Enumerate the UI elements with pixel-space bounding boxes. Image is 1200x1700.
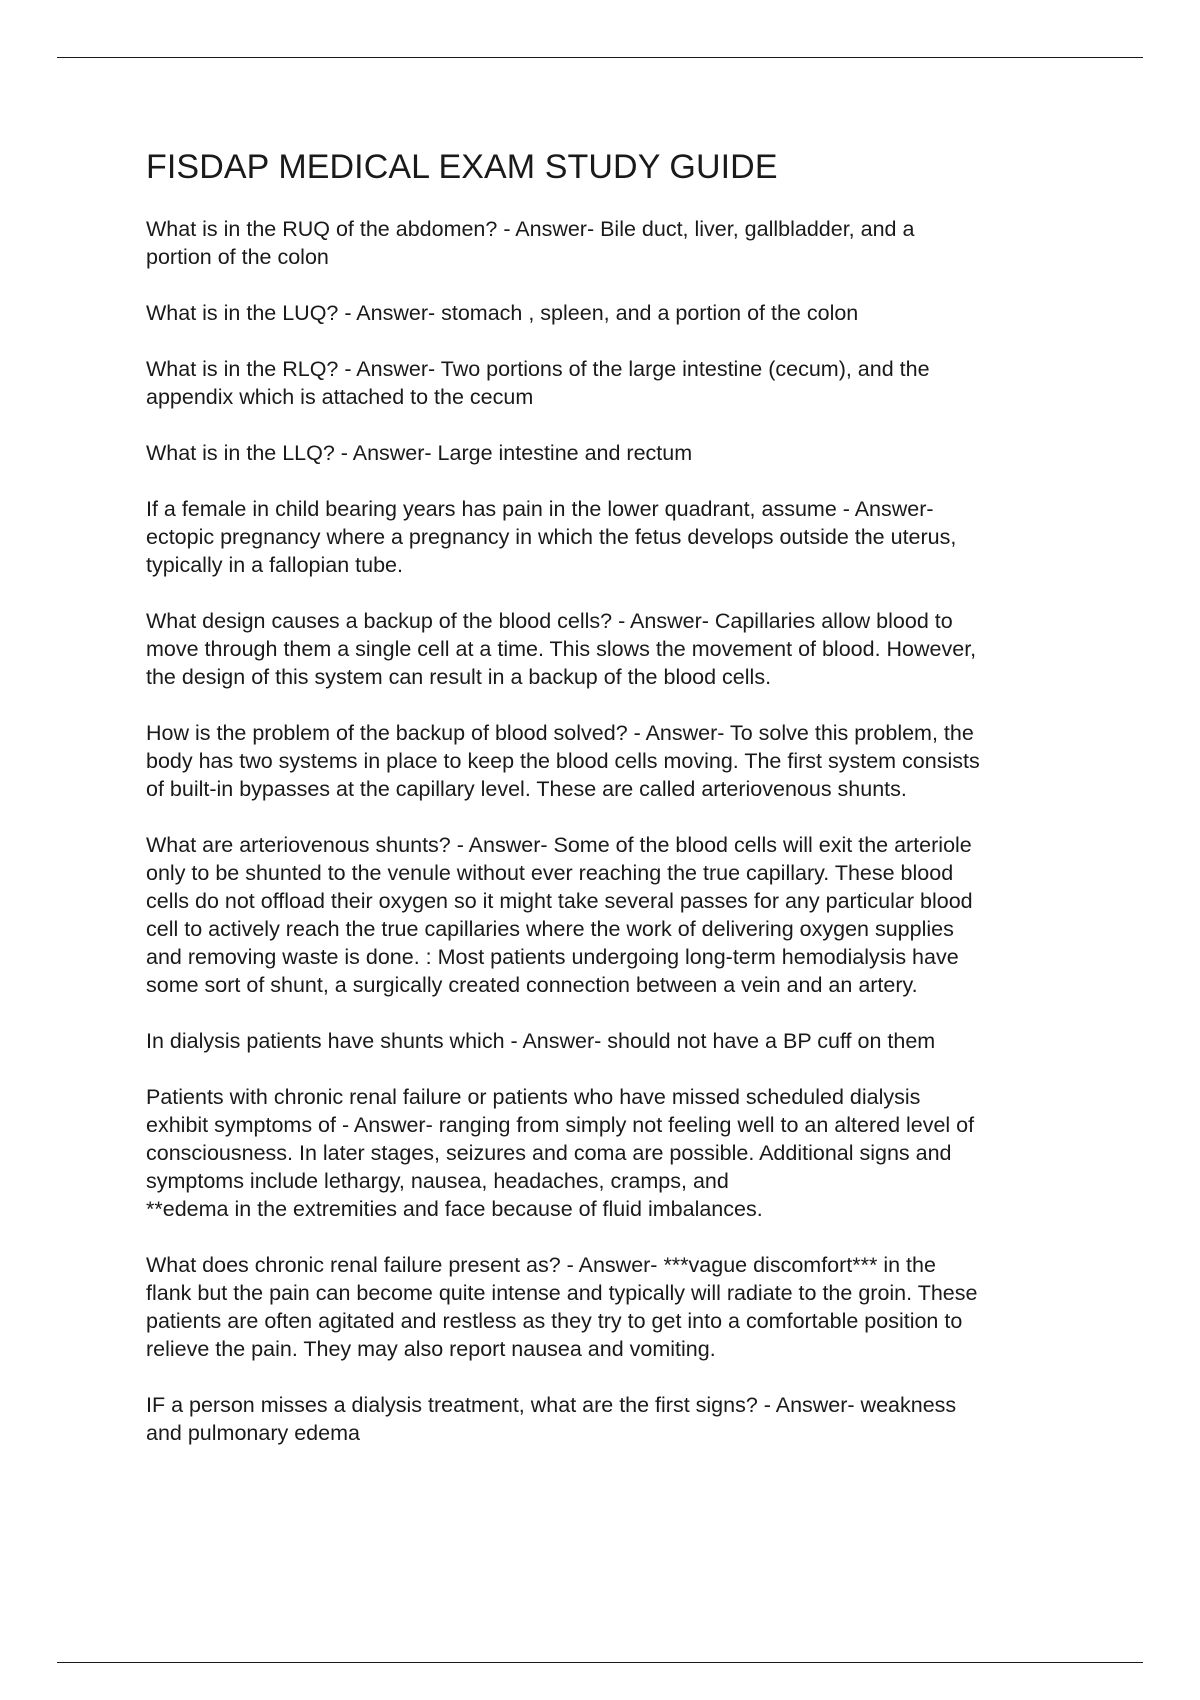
qa-entry-ruq: What is in the RUQ of the abdomen? - Answer- Bile duct, liver, gallbladder, and a portion of the colon (146, 217, 915, 269)
qa-entry-blood-backup-solution: How is the problem of the backup of blood solved? - Answer- To solve this problem, the body has two systems in place to keep the blood cells moving. The first system consists of built-in bypasses at the capillary level. These are called arteriovenous shunts. (146, 721, 980, 801)
qa-entry-dialysis-shunts: In dialysis patients have shunts which - Answer- should not have a BP cuff on them (146, 1029, 936, 1053)
document-body (146, 145, 1086, 1475)
top-rule (57, 57, 1143, 58)
qa-entry-missed-dialysis: IF a person misses a dialysis treatment, what are the first signs? - Answer- weakness and pulmonary edema (146, 1393, 957, 1445)
qa-entry-llq: What is in the LLQ? - Answer- Large intestine and rectum (146, 441, 693, 465)
document-title: FISDAP MEDICAL EXAM STUDY GUIDE (146, 148, 778, 186)
qa-entry-rlq: What is in the RLQ? - Answer- Two portions of the large intestine (cecum), and the appendix which is attached to the cecum (146, 357, 930, 409)
qa-entry-ectopic-pregnancy: If a female in child bearing years has pain in the lower quadrant, assume - Answer- ectopic pregnancy where a pregnancy in which the fetus develops outside the uterus, typically in a fallopian tube. (146, 497, 957, 577)
bottom-rule (57, 1662, 1143, 1663)
qa-entry-arteriovenous-shunts: What are arteriovenous shunts? - Answer- Some of the blood cells will exit the arteriole only to be shunted to the venule without ever reaching the true capillary. These blood cells do not offload their oxygen so it might take several passes for any particular blood cell to actively reach the true capillaries where the work of delivering oxygen supplies and removing waste is done. : Most patients undergoing long-term hemodialysis have some sort of shunt, a surgically created connection between a vein and an artery. (146, 833, 973, 997)
qa-entry-renal-failure-symptoms: Patients with chronic renal failure or patients who have missed scheduled dialysis exhibit symptoms of - Answer- ranging from simply not feeling well to an altered level of consciousness. In later stages, seizures and coma are possible. Additional signs and symptoms include lethargy, nausea, headaches, cramps, and **edema in the extremities and face because of fluid imbalances. (146, 1085, 975, 1221)
qa-entry-blood-backup-design: What design causes a backup of the blood cells? - Answer- Capillaries allow blood to move through them a single cell at a time. This slows the movement of blood. However, the design of this system can result in a backup of the blood cells. (146, 609, 977, 689)
qa-entry-renal-failure-presentation: What does chronic renal failure present as? - Answer- ***vague discomfort*** in the flank but the pain can become quite intense and typically will radiate to the groin. These patients are often agitated and restless as they try to get into a comfortable position to relieve the pain. They may also report nausea and vomiting. (146, 1253, 978, 1361)
qa-entry-luq: What is in the LUQ? - Answer- stomach , spleen, and a portion of the colon (146, 301, 859, 325)
